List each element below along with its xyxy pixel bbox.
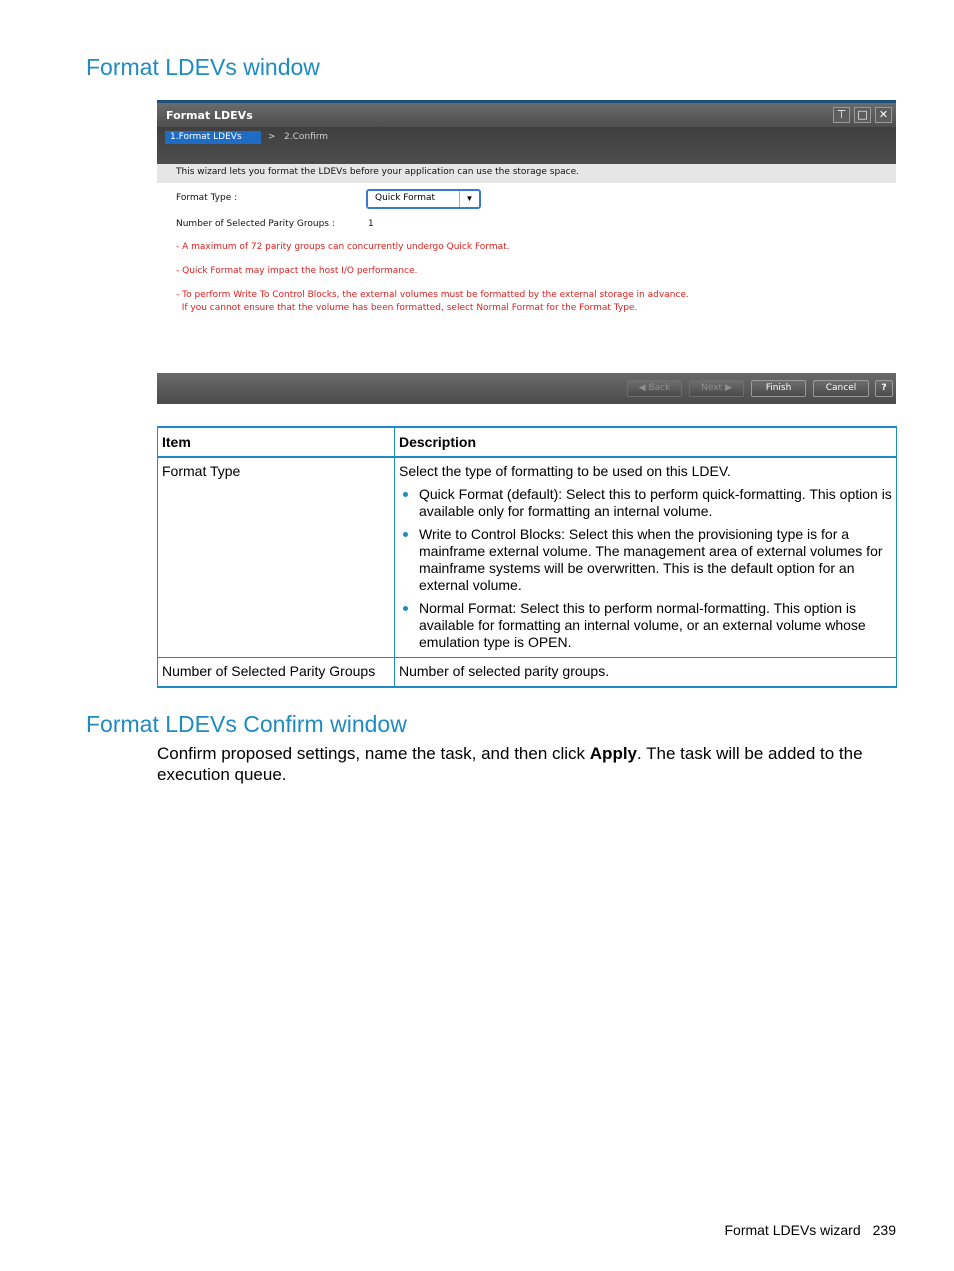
warning-max-parity-groups: - A maximum of 72 parity groups can concurrently undergo Quick Format.: [176, 242, 510, 252]
close-icon[interactable]: ✕: [875, 107, 892, 123]
parity-groups-value: 1: [368, 219, 374, 229]
wizard-intro-text: This wizard lets you format the LDEVs before your application can use the storage space.: [157, 164, 896, 183]
section-heading-format-ldevs-window: Format LDEVs window: [86, 54, 320, 80]
dialog-footer: [157, 373, 896, 404]
format-type-value: Quick Format: [375, 193, 436, 203]
table-row: [158, 658, 897, 688]
dropdown-arrow-icon[interactable]: ▼: [459, 191, 479, 207]
row-description-format-type: [395, 457, 897, 658]
parity-groups-label: Number of Selected Parity Groups :: [176, 219, 335, 229]
dialog-title: Format LDEVs: [166, 109, 253, 122]
back-arrow-icon: ◀: [638, 383, 649, 393]
format-ldevs-dialog: [157, 100, 896, 404]
row-item-parity-groups: Number of Selected Parity Groups: [158, 658, 395, 688]
format-type-description: Select the type of formatting to be used on this LDEV.: [399, 463, 731, 479]
maximize-icon[interactable]: □: [854, 107, 871, 123]
footer-section-title: Format LDEVs wizard: [724, 1222, 861, 1238]
option-write-control-blocks: Write to Control Blocks: Select this when the provisioning type is for a mainframe external volume. The management area of external volumes for mainframe systems will be overwritten. This is the default option for an external volume.: [419, 526, 883, 593]
table-header-row: [158, 427, 897, 457]
wizard-steps: [157, 127, 896, 164]
step-format-ldevs[interactable]: 1.Format LDEVs: [165, 131, 261, 144]
confirm-text-start: Confirm proposed settings, name the task, and then click: [157, 744, 590, 763]
back-button[interactable]: [627, 380, 682, 397]
warning-host-io: - Quick Format may impact the host I/O performance.: [176, 266, 418, 276]
next-label: Next: [701, 383, 723, 393]
list-item: [419, 486, 892, 520]
finish-button[interactable]: Finish: [751, 380, 806, 397]
back-label: Back: [648, 383, 671, 393]
section-heading-confirm-window: Format LDEVs Confirm window: [86, 711, 407, 737]
list-item: [419, 600, 892, 651]
format-ldevs-table: [157, 426, 897, 688]
apply-keyword: Apply: [589, 744, 638, 763]
format-type-options-list: [399, 486, 892, 651]
page-footer: [724, 1222, 896, 1238]
step-confirm[interactable]: 2.Confirm: [284, 132, 329, 142]
format-type-select[interactable]: [366, 189, 481, 209]
table-row: [158, 457, 897, 658]
cancel-button[interactable]: Cancel: [813, 380, 869, 397]
warning-normal-format: If you cannot ensure that the volume has been formatted, select Normal Format for the Format Type.: [176, 303, 638, 313]
help-icon[interactable]: ?: [875, 380, 893, 397]
option-normal-format: Normal Format: Select this to perform normal-formatting. This option is available for formatting an internal volume, or an external volume whose emulation type is OPEN.: [419, 600, 866, 650]
next-button[interactable]: [689, 380, 744, 397]
step-separator: >: [268, 132, 276, 142]
dialog-titlebar: [157, 103, 896, 127]
bullet-icon: [403, 532, 408, 537]
next-arrow-icon: ▶: [722, 383, 732, 393]
bullet-icon: [403, 492, 408, 497]
column-header-description: Description: [395, 427, 897, 457]
confirm-text-end: . The task will be added to the execution queue.: [157, 744, 863, 784]
column-header-item: Item: [158, 427, 395, 457]
page-number: 239: [872, 1222, 896, 1238]
option-quick-format: Quick Format (default): Select this to perform quick-formatting. This option is available only for formatting an internal volume.: [419, 486, 892, 519]
bullet-icon: [403, 606, 408, 611]
format-type-label: Format Type :: [176, 193, 238, 203]
confirm-paragraph: [157, 743, 877, 785]
list-item: [419, 526, 892, 594]
pin-icon[interactable]: ⊤: [833, 107, 850, 123]
row-item-format-type: Format Type: [158, 457, 395, 658]
warning-write-control-blocks: - To perform Write To Control Blocks, the external volumes must be formatted by the external storage in advance.: [176, 290, 689, 300]
row-description-parity-groups: Number of selected parity groups.: [395, 658, 897, 688]
